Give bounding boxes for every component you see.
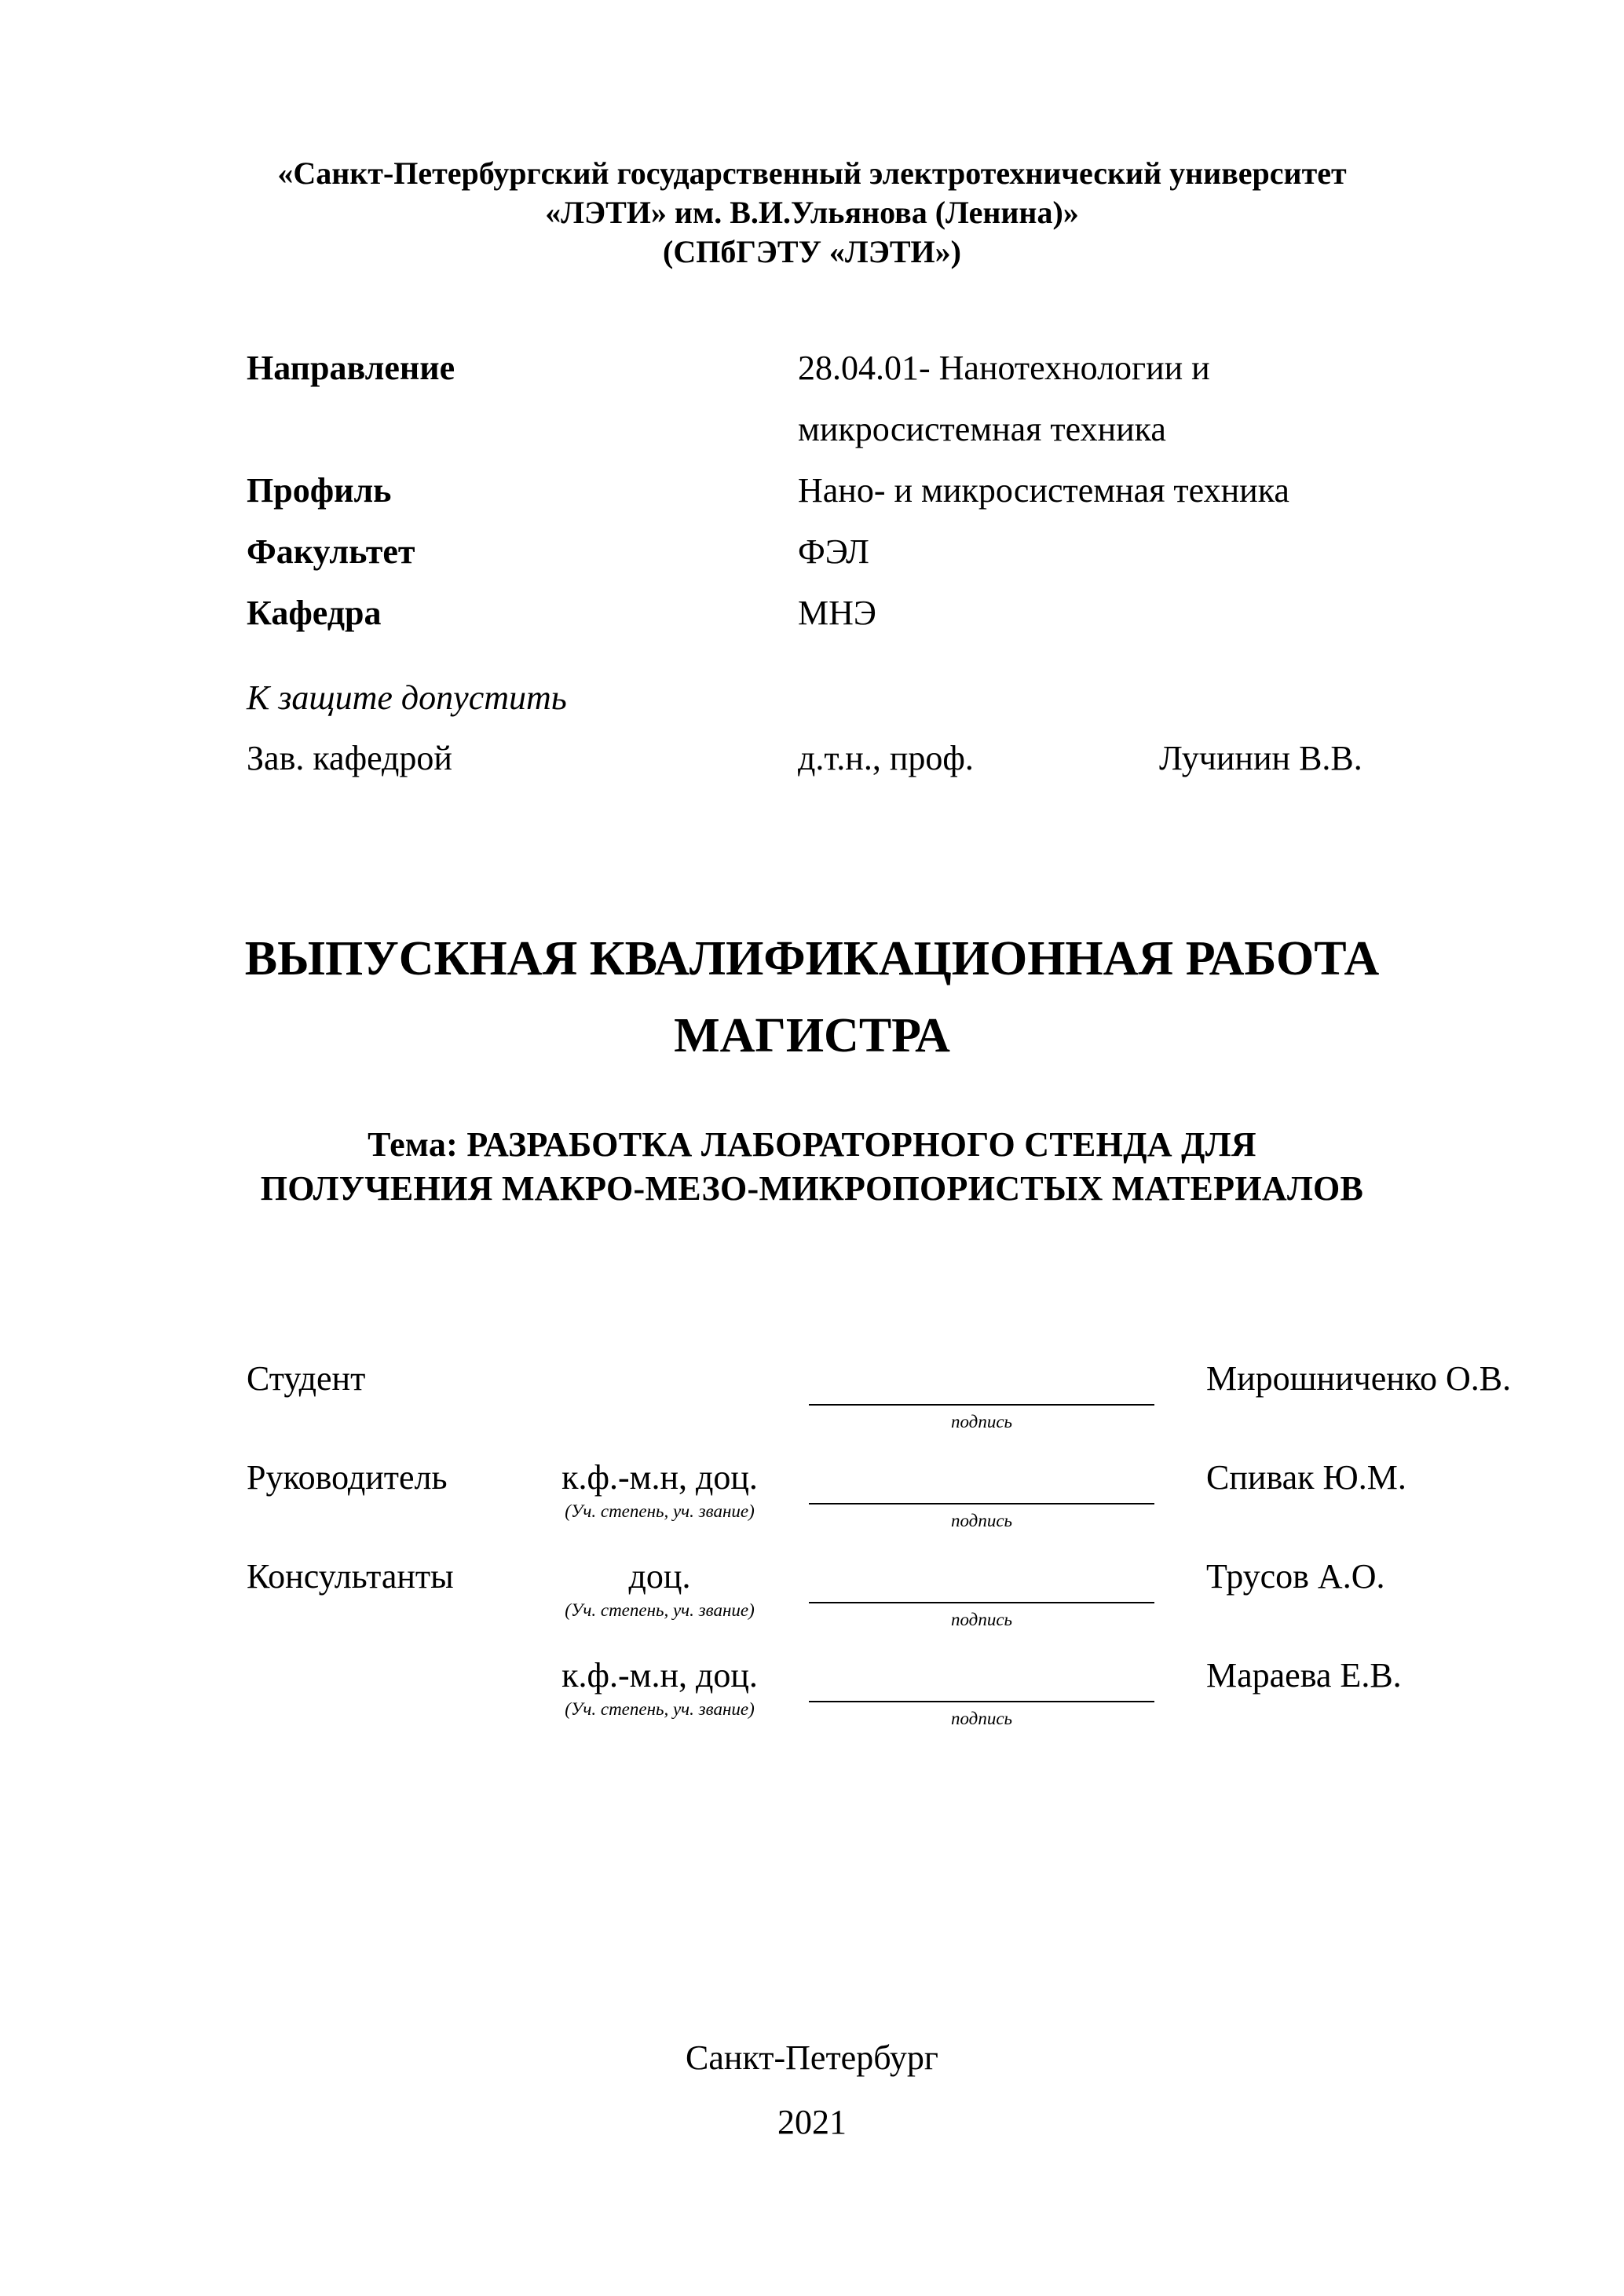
- signature-caption: подпись: [950, 1610, 1012, 1629]
- document-title: [0, 920, 1624, 1074]
- signatory-name: Трусов А.О.: [1206, 1557, 1385, 1596]
- program-info: [247, 338, 1472, 644]
- signature-line: [809, 1602, 1154, 1603]
- signatory-name: Спивак Ю.М.: [1206, 1458, 1406, 1497]
- degree-caption: (Уч. степень, уч. звание): [565, 1600, 755, 1620]
- university-name-line2: «ЛЭТИ» им. В.И.Ульянова (Ленина)»: [545, 195, 1079, 230]
- city: Санкт-Петербург: [686, 2038, 938, 2077]
- info-label: Факультет: [247, 532, 415, 571]
- info-row-direction: [247, 338, 1472, 460]
- university-abbreviation: (СПбГЭТУ «ЛЭТИ»): [663, 234, 961, 269]
- degree-caption: (Уч. степень, уч. звание): [565, 1699, 755, 1719]
- signature-row-consultant-1: [247, 1556, 1566, 1643]
- head-name: Лучинин В.В.: [1159, 739, 1362, 777]
- info-value-continued: микросистемная техника: [798, 410, 1166, 448]
- signatory-degree: к.ф.-м.н, доц.: [561, 1656, 758, 1695]
- signature-line: [809, 1503, 1154, 1504]
- signature-role: Руководитель: [247, 1458, 448, 1497]
- info-row-profile: [247, 460, 1472, 521]
- signatory-name: Мирошниченко О.В.: [1206, 1359, 1512, 1398]
- signature-role: Студент: [247, 1359, 366, 1398]
- info-value: ФЭЛ: [798, 532, 869, 571]
- head-degree: д.т.н., проф.: [798, 739, 974, 777]
- department-head-row: [247, 738, 1503, 785]
- signature-caption: подпись: [950, 1412, 1012, 1431]
- signature-row-supervisor: [247, 1457, 1566, 1544]
- info-value: 28.04.01- Нанотехнологии и: [798, 349, 1210, 387]
- admission-label: К защите допустить: [247, 678, 567, 717]
- title-line1: ВЫПУСКНАЯ КВАЛИФИКАЦИОННАЯ РАБОТА: [244, 932, 1380, 985]
- signatory-name: Мараева Е.В.: [1206, 1656, 1402, 1695]
- degree-caption: (Уч. степень, уч. звание): [565, 1501, 755, 1521]
- info-label: Профиль: [247, 471, 392, 510]
- info-value: Нано- и микросистемная техника: [798, 471, 1289, 510]
- university-header: [0, 154, 1624, 272]
- topic-line2: ПОЛУЧЕНИЯ МАКРО-МЕЗО-МИКРОПОРИСТЫХ МАТЕРИАЛОВ: [260, 1169, 1364, 1208]
- footer: [0, 2026, 1624, 2155]
- signatory-degree: к.ф.-м.н, доц.: [561, 1458, 758, 1497]
- head-role: Зав. кафедрой: [247, 739, 452, 777]
- title-line2: МАГИСТРА: [674, 1009, 950, 1062]
- signature-role: Консультанты: [247, 1557, 454, 1596]
- year: 2021: [777, 2103, 847, 2141]
- topic-line1: Тема: РАЗРАБОТКА ЛАБОРАТОРНОГО СТЕНДА ДЛЯ: [368, 1125, 1256, 1164]
- signature-caption: подпись: [950, 1709, 1012, 1728]
- info-label: Кафедра: [247, 594, 382, 632]
- university-name-line1: «Санкт-Петербургский государственный электротехнический университет: [277, 155, 1347, 191]
- thesis-topic: [0, 1123, 1624, 1211]
- signature-row-consultant-2: [247, 1655, 1566, 1742]
- signatory-degree: доц.: [628, 1557, 691, 1596]
- info-value: МНЭ: [798, 594, 876, 632]
- signature-line: [809, 1404, 1154, 1406]
- info-row-faculty: [247, 521, 1472, 583]
- signature-row-student: [247, 1358, 1566, 1445]
- signature-caption: подпись: [950, 1511, 1012, 1530]
- info-row-department: [247, 583, 1472, 644]
- info-label: Направление: [247, 349, 455, 387]
- signature-line: [809, 1701, 1154, 1702]
